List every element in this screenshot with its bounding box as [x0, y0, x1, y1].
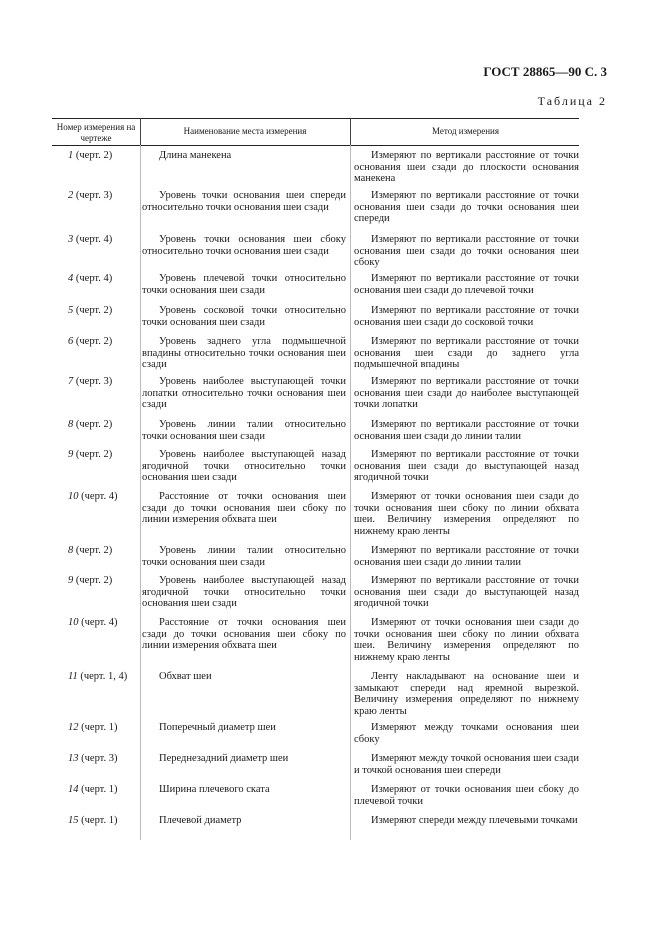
measurement-index: 8	[68, 419, 74, 430]
measurement-place: Уровень наиболее выступающей точки лопатки относительно точки основания шеи сзади	[142, 376, 346, 411]
drawing-reference: (черт. 1, 4)	[77, 671, 128, 682]
measurement-method: Измеряют от точки основания шеи сзади до точки основания шеи сбоку по линии обхвата шеи. Величину измерения определяют по нижнему краю ленты	[354, 617, 579, 664]
measurement-place: Поперечный диаметр шеи	[159, 722, 276, 733]
measurement-method: Измеряют по вертикали расстояние от точки основания шеи сзади до линии талии	[354, 545, 579, 568]
column-header-place: Наименование места измерения	[183, 126, 307, 136]
measurement-index: 8	[68, 545, 74, 556]
measurement-place: Ширина плечевого ската	[159, 784, 270, 795]
drawing-reference: (черт. 1)	[78, 722, 118, 733]
measurement-number	[52, 753, 154, 765]
measurement-place: Уровень линии талии относительно точки основания шеи сзади	[142, 545, 346, 568]
measurement-number	[52, 815, 154, 827]
measurement-place: Длина манекена	[159, 150, 232, 161]
drawing-reference: (черт. 4)	[73, 234, 113, 245]
column-divider	[350, 118, 351, 146]
measurement-method: Ленту накладывают на основание шеи и замыкают спереди над яремной вырезкой. Величину измерения определяют по нижнему краю ленты	[354, 671, 579, 718]
measurement-method: Измеряют по вертикали расстояние от точки основания шеи сзади до точки основания шеи сбоку	[354, 234, 579, 269]
drawing-reference: (черт. 2)	[73, 575, 113, 586]
measurement-place: Уровень сосковой точки относительно точки основания шеи сзади	[142, 305, 346, 328]
measurement-index: 6	[68, 336, 74, 347]
measurement-method: Измеряют от точки основания шеи сзади до точки основания шеи сбоку по линии обхвата шеи. Величину измерения определяют по нижнему краю ленты	[354, 491, 579, 538]
measurement-place: Уровень точки основания шеи спереди относительно точки основания шеи сзади	[142, 190, 346, 213]
drawing-reference: (черт. 3)	[73, 190, 113, 201]
drawing-reference: (черт. 2)	[73, 336, 113, 347]
drawing-reference: (черт. 3)	[73, 376, 113, 387]
drawing-reference: (черт. 4)	[73, 273, 113, 284]
measurement-method: Измеряют спереди между плечевыми точками	[371, 815, 578, 826]
drawing-reference: (черт. 1)	[78, 815, 118, 826]
measurement-place: Уровень линии талии относительно точки основания шеи сзади	[142, 419, 346, 442]
drawing-reference: (черт. 2)	[73, 150, 113, 161]
measurement-index: 13	[68, 753, 79, 764]
measurement-method: Измеряют по вертикали расстояние от точки основания шеи сзади до плечевой точки	[354, 273, 579, 296]
measurement-number	[52, 545, 154, 557]
drawing-reference: (черт. 2)	[73, 305, 113, 316]
measurement-number	[52, 784, 154, 796]
measurement-place: Расстояние от точки основания шеи сзади до точки основания шеи сбоку по линии измерения обхвата шеи	[142, 491, 346, 526]
column-divider	[350, 145, 351, 840]
measurement-number	[52, 305, 154, 317]
measurement-place: Уровень наиболее выступающей назад ягодичной точки относительно точки основания шеи сзади	[142, 575, 346, 610]
measurement-method: Измеряют по вертикали расстояние от точки основания шеи сзади до точки основания шеи спереди	[354, 190, 579, 225]
measurement-number	[52, 419, 154, 431]
measurement-place: Плечевой диаметр	[159, 815, 242, 826]
measurement-number	[52, 722, 154, 734]
measurement-index: 14	[68, 784, 79, 795]
measurement-place: Уровень плечевой точки относительно точки основания шеи сзади	[142, 273, 346, 296]
column-header-number: Номер измерения на чертеже	[56, 122, 136, 143]
table-top-rule	[52, 118, 579, 119]
measurement-number	[52, 150, 154, 162]
drawing-reference: (черт. 2)	[73, 545, 113, 556]
measurement-index: 4	[68, 273, 74, 284]
measurement-number	[52, 617, 154, 629]
measurement-number	[52, 376, 154, 388]
drawing-reference: (черт. 4)	[78, 617, 118, 628]
measurement-place: Уровень заднего угла подмышечной впадины относительно точки основания шеи сзади	[142, 336, 346, 371]
measurement-index: 9	[68, 449, 74, 460]
measurement-index: 9	[68, 575, 74, 586]
measurement-place: Уровень наиболее выступающей назад ягодичной точки относительно точки основания шеи сзади	[142, 449, 346, 484]
measurement-index: 3	[68, 234, 74, 245]
measurement-index: 2	[68, 190, 74, 201]
measurement-index: 5	[68, 305, 74, 316]
drawing-reference: (черт. 4)	[78, 491, 118, 502]
measurement-method: Измеряют между точкой основания шеи сзади и точкой основания шеи спереди	[354, 753, 579, 776]
measurement-number	[52, 336, 154, 348]
measurement-method: Измеряют по вертикали расстояние от точки основания шеи сзади до выступающей назад ягодичной точки	[354, 575, 579, 610]
measurement-number	[52, 491, 154, 503]
measurement-method: Измеряют по вертикали расстояние от точки основания шеи сзади до наиболее выступающей точки лопатки	[354, 376, 579, 411]
measurement-method: Измеряют по вертикали расстояние от точки основания шеи сзади до линии талии	[354, 419, 579, 442]
drawing-reference: (черт. 2)	[73, 419, 113, 430]
table-header-rule	[52, 145, 579, 146]
measurement-number	[52, 575, 154, 587]
measurement-index: 7	[68, 376, 74, 387]
measurement-number	[52, 449, 154, 461]
measurement-number	[52, 273, 154, 285]
measurement-number	[52, 234, 154, 246]
document-header: ГОСТ 28865—90 С. 3	[483, 64, 607, 79]
measurement-index: 15	[68, 815, 79, 826]
measurement-number	[52, 671, 154, 683]
measurement-index: 12	[68, 722, 79, 733]
measurement-method: Измеряют по вертикали расстояние от точки основания шеи сзади до выступающей назад ягодичной точки	[354, 449, 579, 484]
measurement-index: 1	[68, 150, 74, 161]
table-title: Таблица 2	[537, 94, 607, 108]
drawing-reference: (черт. 1)	[78, 784, 118, 795]
measurement-method: Измеряют по вертикали расстояние от точки основания шеи сзади до плоскости основания манекена	[354, 150, 579, 185]
measurement-method: Измеряют по вертикали расстояние от точки основания шеи сзади до заднего угла подмышечной впадины	[354, 336, 579, 371]
measurement-number	[52, 190, 154, 202]
measurement-method: Измеряют между точками основания шеи сбоку	[354, 722, 579, 745]
measurement-index: 10	[68, 491, 79, 502]
column-divider	[140, 118, 141, 146]
measurement-method: Измеряют от точки основания шеи сбоку до плечевой точки	[354, 784, 579, 807]
measurement-place: Уровень точки основания шеи сбоку относительно точки основания шеи сзади	[142, 234, 346, 257]
column-header-method: Метод измерения	[432, 126, 499, 136]
measurement-method: Измеряют по вертикали расстояние от точки основания шеи сзади до сосковой точки	[354, 305, 579, 328]
measurement-place: Переднезадний диаметр шеи	[159, 753, 289, 764]
drawing-reference: (черт. 3)	[78, 753, 118, 764]
drawing-reference: (черт. 2)	[73, 449, 113, 460]
measurement-place: Обхват шеи	[159, 671, 212, 682]
measurement-index: 11	[68, 671, 78, 682]
measurement-index: 10	[68, 617, 79, 628]
measurement-place: Расстояние от точки основания шеи сзади до точки основания шеи сбоку по линии измерения обхвата шеи	[142, 617, 346, 652]
